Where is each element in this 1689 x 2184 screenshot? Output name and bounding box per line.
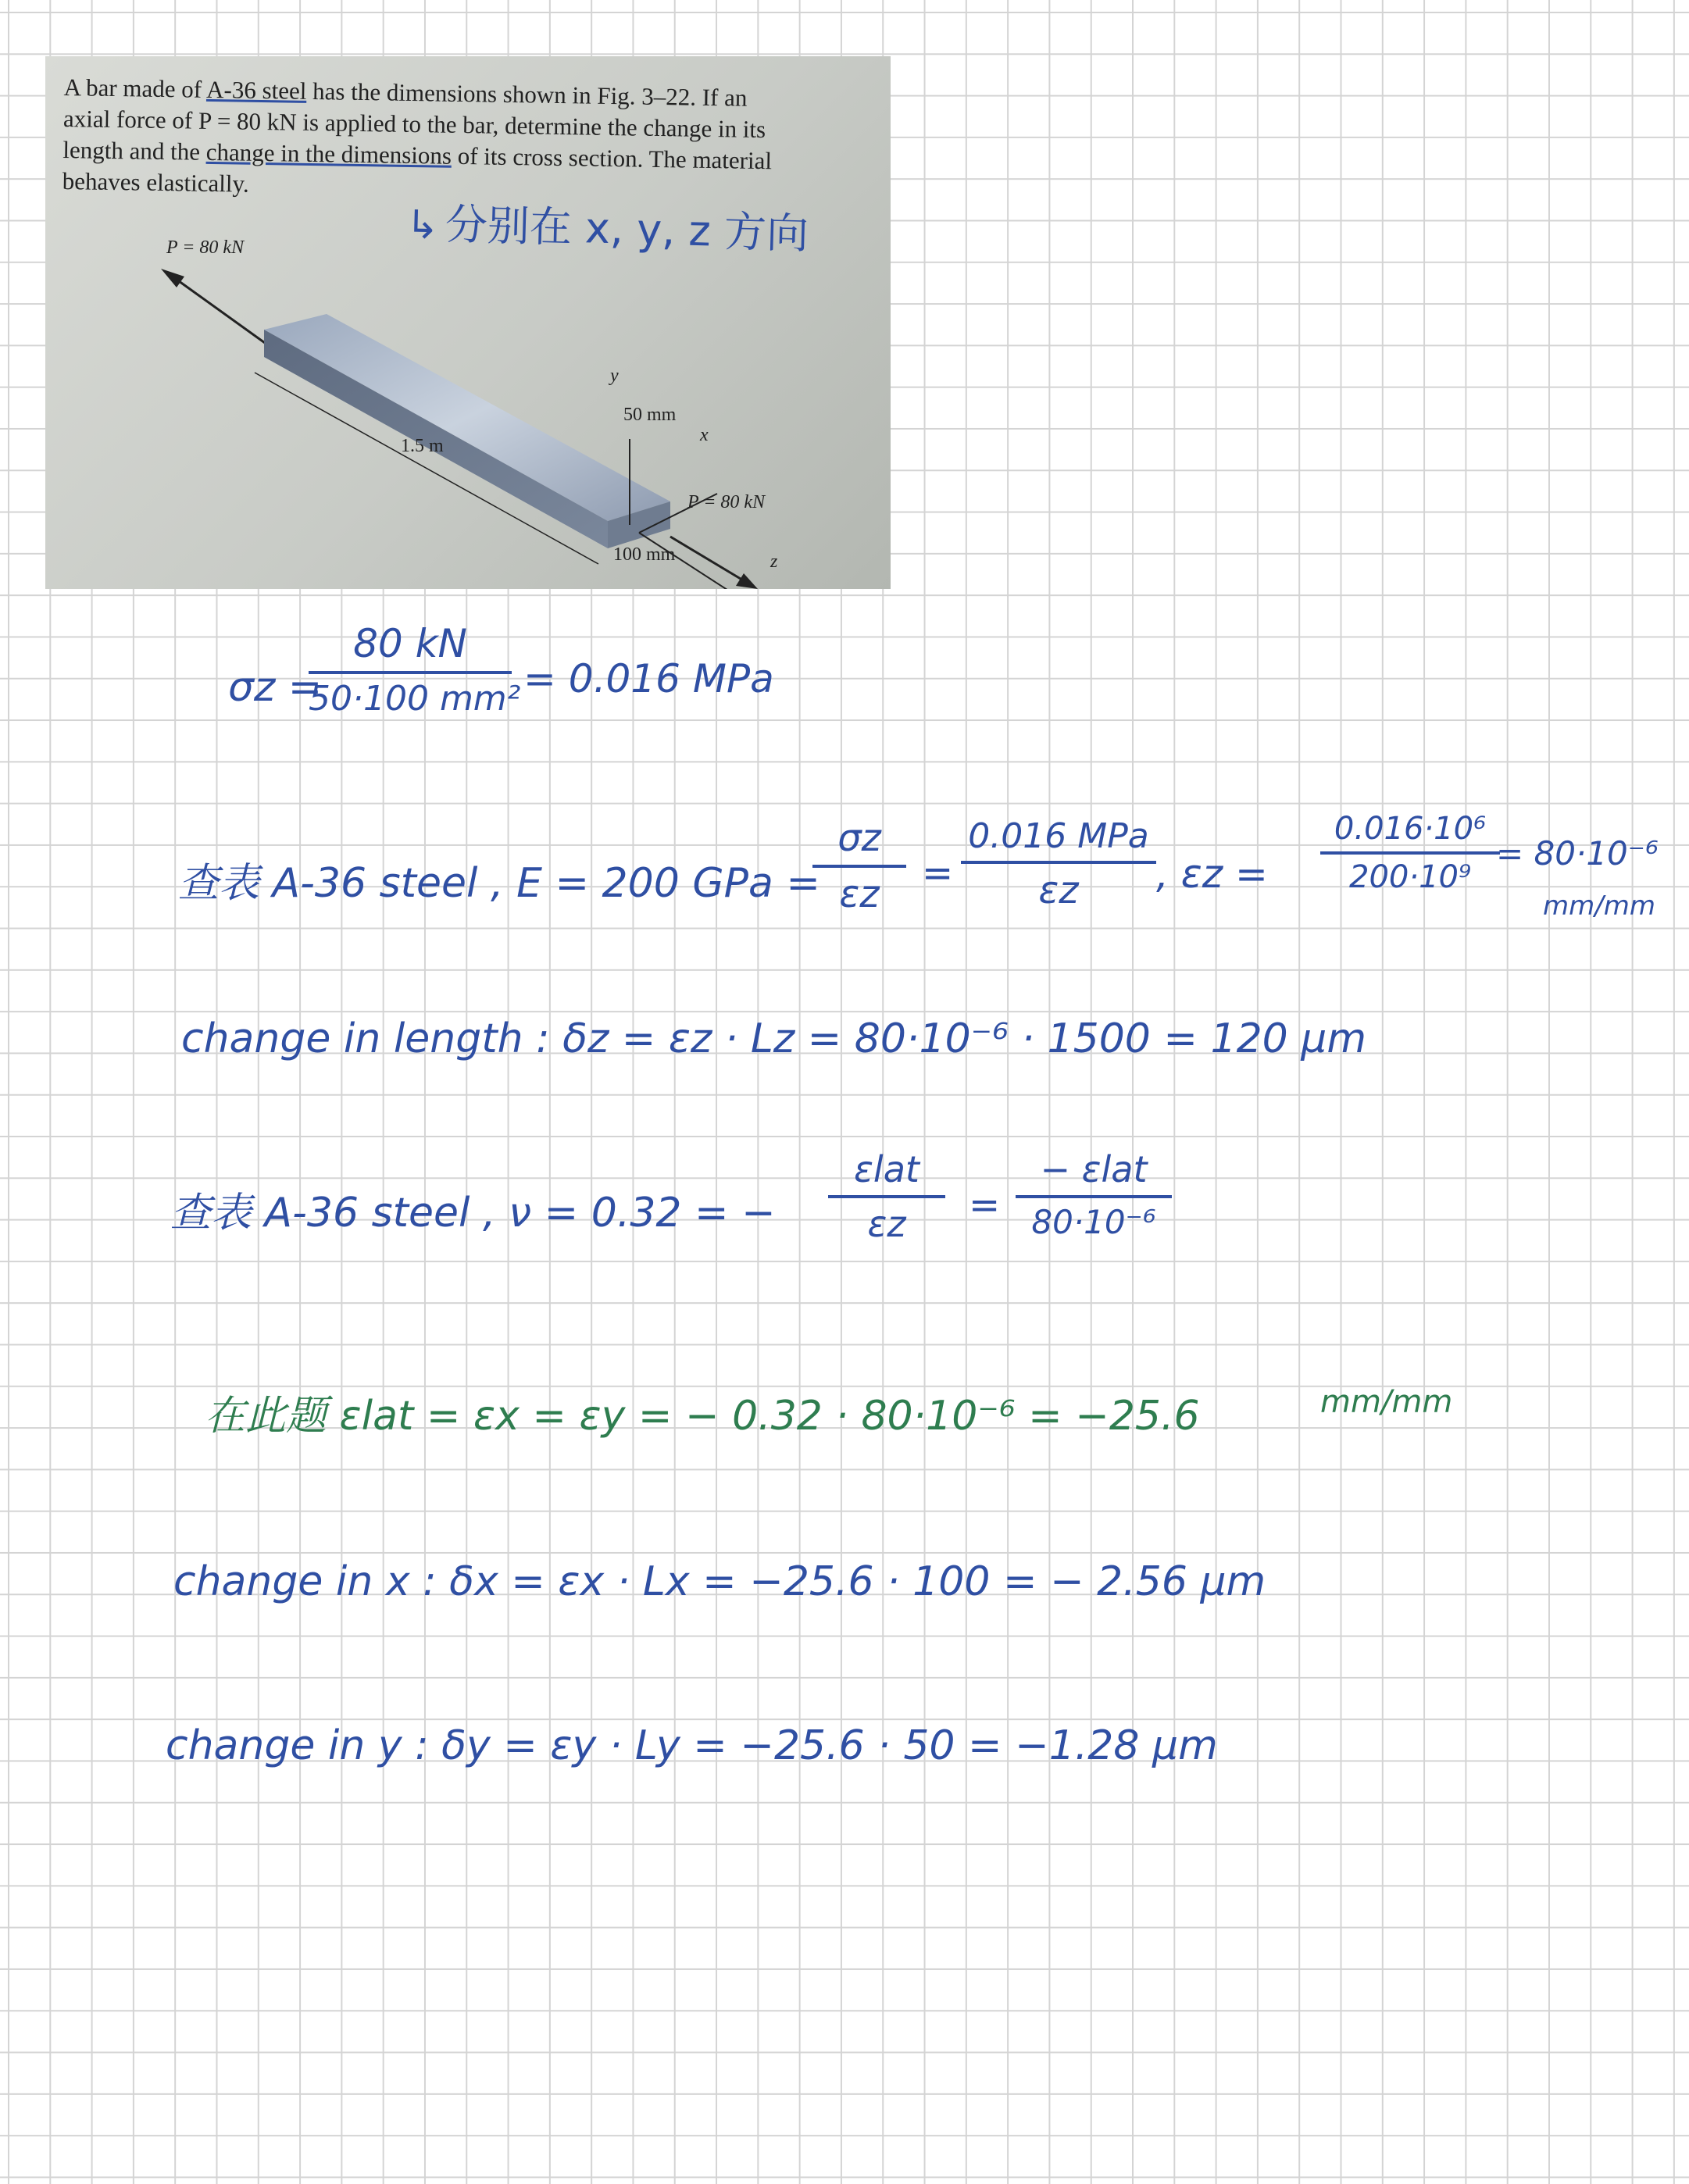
fraction-bar — [1016, 1195, 1172, 1198]
poisson-frac-2-num: − εlat — [1040, 1148, 1148, 1190]
underlined-change: change in the dimensions — [205, 137, 452, 170]
poisson-frac-1-num: εlat — [854, 1148, 919, 1190]
lateral-unit: mm/mm — [1320, 1384, 1453, 1420]
fraction-bar — [828, 1195, 945, 1198]
axis-x-label: x — [700, 425, 709, 445]
modulus-frac-1 — [812, 816, 906, 916]
problem-line-4: behaves elastically. — [62, 166, 250, 198]
strain-label: , εz = — [1156, 851, 1268, 897]
underlined-material: A-36 steel — [205, 75, 307, 105]
stress-result: = 0.016 MPa — [523, 656, 774, 701]
lateral-strain: 在此题 εlat = εx = εy = − 0.32 · 80·10⁻⁶ = −25.6 — [205, 1393, 1200, 1440]
width-label: 100 mm — [613, 544, 676, 565]
problem-photo — [45, 56, 891, 589]
arrow-icon: ↳ — [405, 202, 440, 248]
bar-top-face — [264, 314, 670, 521]
frac-3-den: 200·10⁹ — [1349, 859, 1471, 895]
problem-line-1-text: A bar made of — [63, 73, 207, 103]
frac-1-num: σz — [837, 816, 881, 860]
frac-3-num: 0.016·10⁶ — [1334, 811, 1487, 847]
axis-z-label: z — [770, 551, 778, 572]
fraction-bar — [961, 861, 1156, 864]
arrowhead-right-icon — [736, 573, 758, 589]
stress-numerator: 80 kN — [353, 621, 467, 666]
poisson-frac-2-den: 80·10⁻⁶ — [1031, 1203, 1156, 1241]
force-label-right: P = 80 kN — [687, 492, 766, 512]
poisson-frac-1-den: εz — [867, 1203, 906, 1245]
change-x: change in x : δx = εx · Lx = −25.6 · 100 = − 2.56 μm — [173, 1558, 1266, 1605]
modulus-frac-2 — [961, 816, 1156, 912]
poisson-frac-1 — [828, 1148, 945, 1245]
fraction-bar — [309, 671, 512, 674]
modulus-eq: = — [922, 851, 954, 895]
stress-lhs: σz = — [228, 664, 323, 711]
force-label-left: P = 80 kN — [166, 237, 245, 258]
length-change: change in length : δz = εz · Lz = 80·10⁻⁶ · 1500 = 120 μm — [181, 1015, 1367, 1062]
stress-denominator: 50·100 mm² — [309, 679, 521, 719]
poisson-eq: = — [969, 1183, 1001, 1227]
strain-result: = 80·10⁻⁶ — [1496, 834, 1659, 873]
problem-line-1-rest: has the dimensions shown in Fig. 3–22. If an — [306, 77, 748, 112]
modulus-prefix: 查表 A-36 steel , E = 200 GPa = — [178, 860, 820, 907]
problem-line-2: axial force of P = 80 kN is applied to the bar, determine the change in its — [62, 104, 766, 144]
poisson-frac-2 — [1016, 1148, 1172, 1241]
frac-2-den: εz — [1038, 869, 1079, 912]
fraction-bar — [812, 865, 906, 868]
annotation-text: 分别在 x, y, z 方向 — [445, 199, 809, 259]
strain-unit: mm/mm — [1543, 890, 1655, 922]
problem-line-3-rest: of its cross section. The material — [451, 141, 773, 175]
stress-fraction — [309, 621, 521, 719]
frac-1-den: εz — [839, 873, 880, 916]
poisson-prefix: 查表 A-36 steel , ν = 0.32 = − — [170, 1190, 776, 1237]
arrowhead-left-icon — [161, 269, 184, 287]
height-label: 50 mm — [623, 405, 677, 425]
change-y: change in y : δy = εy · Ly = −25.6 · 50 = −1.28 μm — [166, 1722, 1218, 1769]
problem-line-3-text: length and the — [62, 135, 207, 166]
fraction-bar — [1320, 851, 1500, 855]
strain-frac — [1320, 811, 1500, 895]
axis-y-label: y — [610, 366, 619, 386]
frac-2-num: 0.016 MPa — [968, 816, 1149, 856]
length-label: 1.5 m — [401, 436, 444, 456]
